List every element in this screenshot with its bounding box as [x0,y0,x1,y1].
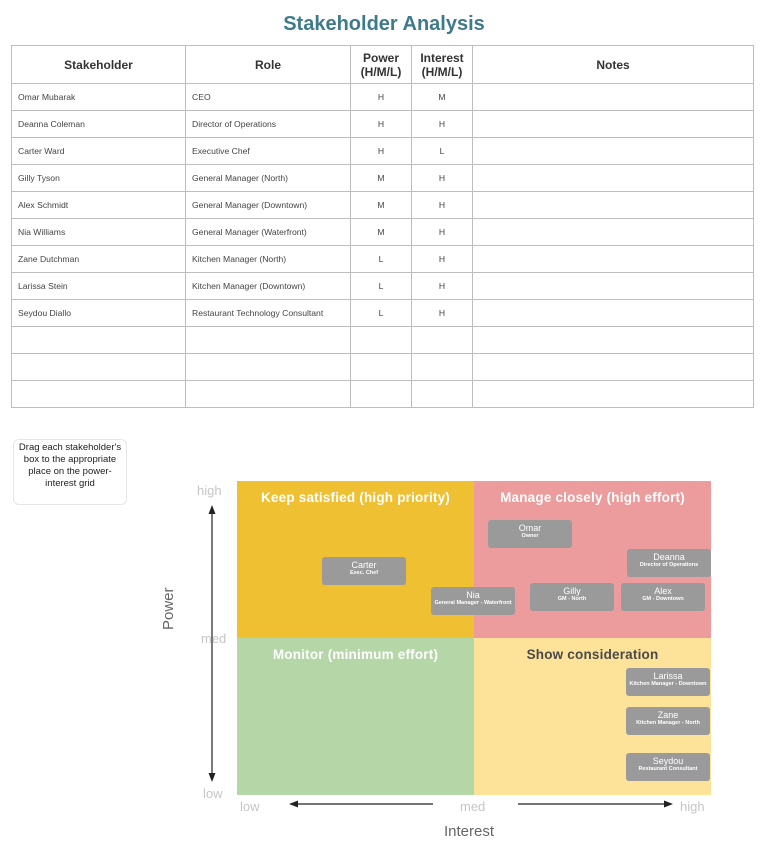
card-nia-name: Nia [466,590,480,600]
card-deanna-role: Director of Operations [639,562,699,568]
card-carter-name: Carter [351,560,377,570]
cell-role: General Manager (Waterfront) [186,219,351,246]
interest-high-label: high [680,799,705,814]
card-larissa-role: Kitchen Manager - Downtown [629,681,707,687]
cell-interest: H [412,192,473,219]
card-alex-name: Alex [654,586,672,596]
card-nia-role: General Manager - Waterfront [434,600,512,606]
cell-stakeholder: Gilly Tyson [12,165,186,192]
cell-power: L [351,273,412,300]
cell-power: M [351,165,412,192]
card-seydou-name: Seydou [652,756,684,766]
power-high-label: high [197,483,222,498]
cell-stakeholder: Seydou Diallo [12,300,186,327]
power-med-label: med [201,631,227,646]
card-omar-role: Owner [521,533,539,539]
header-power-scale: (H/M/L) [360,64,402,79]
card-gilly-role: GM - North [557,596,587,602]
card-larissa-name: Larissa [653,671,683,681]
cell-interest: M [412,84,473,111]
cell-interest: H [412,246,473,273]
cell-stakeholder: Carter Ward [12,138,186,165]
cell-role: Kitchen Manager (Downtown) [186,273,351,300]
header-notes: Notes [473,46,754,84]
cell-power: H [351,111,412,138]
cell-stakeholder: Alex Schmidt [12,192,186,219]
header-interest-scale: (H/M/L) [421,64,463,79]
cell-power: M [351,219,412,246]
cell-role: General Manager (Downtown) [186,192,351,219]
cell-interest: L [412,138,473,165]
cell-power: M [351,192,412,219]
interest-low-label: low [240,799,260,814]
cell-interest: H [412,300,473,327]
instruction-note: Drag each stakeholder's box to the appropriate place on the power-interest grid [13,439,127,505]
interest-axis-title: Interest [444,823,495,840]
quadrant-label-show-consideration: Show consideration [526,647,659,662]
cell-stakeholder: Omar Mubarak [12,84,186,111]
cell-role: Restaurant Technology Consultant [186,300,351,327]
cell-stakeholder: Deanna Coleman [12,111,186,138]
cell-stakeholder: Nia Williams [12,219,186,246]
cell-power: L [351,246,412,273]
cell-stakeholder: Larissa Stein [12,273,186,300]
header-stakeholder: Stakeholder [12,46,186,84]
cell-role: Director of Operations [186,111,351,138]
cell-role: CEO [186,84,351,111]
header-interest-label: Interest [420,50,464,65]
interest-med-label: med [460,799,486,814]
cell-power: L [351,300,412,327]
power-axis-title: Power [160,587,177,630]
interest-axis-arrow-right [518,801,673,808]
header-power-label: Power [362,50,399,65]
cell-stakeholder: Zane Dutchman [12,246,186,273]
cell-power: H [351,84,412,111]
cell-interest: H [412,165,473,192]
cell-role: Kitchen Manager (North) [186,246,351,273]
cell-interest: H [412,273,473,300]
card-alex-role: GM - Downtown [642,596,684,602]
card-zane-name: Zane [657,710,679,720]
cell-interest: H [412,111,473,138]
card-deanna-name: Deanna [653,552,685,562]
page-title: Stakeholder Analysis [283,13,485,35]
card-zane-role: Kitchen Manager - North [636,720,700,726]
header-role: Role [186,46,351,84]
cell-role: Executive Chef [186,138,351,165]
card-carter-role: Exec. Chef [349,570,379,576]
quadrant-label-manage-closely: Manage closely (high effort) [500,490,685,505]
quadrant-label-keep-satisfied: Keep satisfied (high priority) [260,490,451,505]
card-seydou-role: Restaurant Consultant [638,766,698,772]
card-gilly-name: Gilly [563,586,581,596]
cell-power: H [351,138,412,165]
power-low-label: low [203,786,223,801]
cell-interest: H [412,219,473,246]
cell-role: General Manager (North) [186,165,351,192]
interest-axis-arrow-left [289,801,433,808]
quadrant-label-monitor: Monitor (minimum effort) [272,647,439,662]
card-omar-name: Omar [518,523,542,533]
